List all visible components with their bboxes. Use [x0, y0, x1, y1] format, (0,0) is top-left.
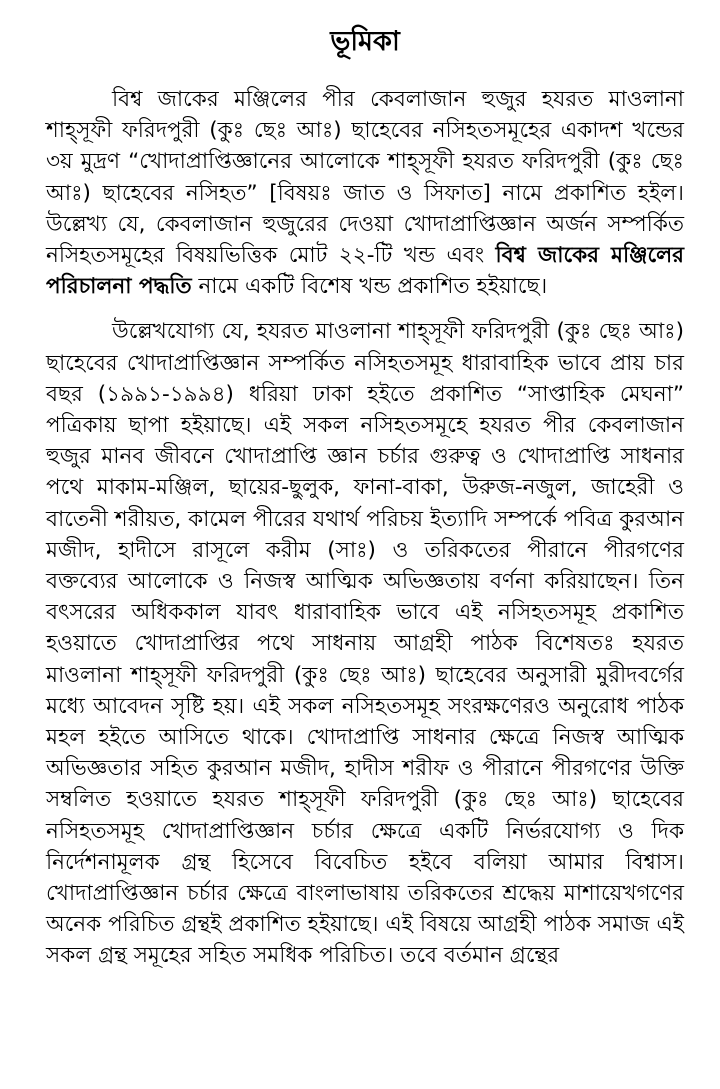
paragraph-1-text-a: বিশ্ব জাকের মঞ্জিলের পীর কেবলাজান হুজুর হযরত মাওলানা শাহ্সূফী ফরিদপুরী (কুঃ ছেঃ আঃ) ছাহেবের নসিহতসমূহের একাদশ খন্ডের ৩য় মুদ্রণ “খোদাপ্রাপ্তিজ্ঞানের আলোকে শাহ্সূফী হযরত ফরিদপুরী (কুঃ ছেঃ আঃ) ছাহেবের নসিহত” [বিষয়ঃ জাত ও সিফাত] নামে প্রকাশিত হইল। উল্লেখ্য যে, কেবলাজান হুজুরের দেওয়া খোদাপ্রাপ্তিজ্ঞান অর্জন সম্পর্কিত নসিহতসমূহের বিষয়ভিত্তিক মোট ২২-টি খন্ড এবং: [46, 87, 684, 269]
paragraph-2: [46, 316, 684, 971]
paragraph-1-text-b: নামে একটি বিশেষ খন্ড প্রকাশিত হইয়াছে।: [191, 274, 548, 300]
page-title: ভূমিকা: [330, 26, 400, 57]
paragraph-1: [46, 84, 684, 302]
paragraph-2-text: উল্লেখযোগ্য যে, হযরত মাওলানা শাহ্সূফী ফরিদপুরী (কুঃ ছেঃ আঃ) ছাহেবের খোদাপ্রাপ্তিজ্ঞান সম্পর্কিত নসিহতসমূহ ধারাবাহিক ভাবে প্রায় চার বছর (১৯৯১-১৯৯৪) ধরিয়া ঢাকা হইতে প্রকাশিত “সাপ্তাহিক মেঘনা” পত্রিকায় ছাপা হইয়াছে। এই সকল নসিহতসমূহে হযরত পীর কেবলাজান হুজুর মানব জীবনে খোদাপ্রাপ্তি জ্ঞান চর্চার গুরুত্ব ও খোদাপ্রাপ্তি সাধনার পথে মাকাম-মঞ্জিল, ছায়ের-ছুলুক, ফানা-বাকা, উরুজ-নজুল, জাহেরী ও বাতেনী শরীয়ত, কামেল পীরের যথার্থ পরিচয় ইত্যাদি সম্পর্কে পবিত্র কুরআন মজীদ, হাদীসে রাসূলে করীম (সাঃ) ও তরিকতের পীরানে পীরগণের বক্তব্যের আলোকে ও নিজস্ব আত্মিক অভিজ্ঞতায় বর্ণনা করিয়াছেন। তিন বৎসরের অধিককাল যাবৎ ধারাবাহিক ভাবে এই নসিহতসমূহ প্রকাশিত হওয়াতে খোদাপ্রাপ্তির পথে সাধনায় আগ্রহী পাঠক বিশেষতঃ হযরত মাওলানা শাহ্সূফী ফরিদপুরী (কুঃ ছেঃ আঃ) ছাহেবের অনুসারী মুরীদবর্গের মধ্যে আবেদন সৃষ্টি হয়। এই সকল নসিহতসমূহ সংরক্ষণেরও অনুরোধ পাঠক মহল হইতে আসিতে থাকে। খোদাপ্রাপ্তি সাধনার ক্ষেত্রে নিজস্ব আত্মিক অভিজ্ঞতার সহিত কুরআন মজীদ, হাদীস শরীফ ও পীরানে পীরগণের উক্তি সম্বলিত হওয়াতে হযরত শাহ্সূফী ফরিদপুরী (কুঃ ছেঃ আঃ) ছাহেবের নসিহতসমূহ খোদাপ্রাপ্তিজ্ঞান চর্চার ক্ষেত্রে একটি নির্ভরযোগ্য ও দিক নির্দেশনামূলক গ্রন্থ হিসেবে বিবেচিত হইবে বলিয়া আমার বিশ্বাস। খোদাপ্রাপ্তিজ্ঞান চর্চার ক্ষেত্রে বাংলাভাষায় তরিকতের শ্রদ্ধেয় মাশায়েখগণের অনেক পরিচিত গ্রন্থই প্রকাশিত হইয়াছে। এই বিষয়ে আগ্রহী পাঠক সমাজ এই সকল গ্রন্থ সমূহের সহিত সমধিক পরিচিত। তবে বর্তমান গ্রন্থের: [46, 319, 684, 969]
paragraph-1-bold-title: বিশ্ব জাকের মঞ্জিলের পরিচালনা পদ্ধতি: [46, 243, 684, 300]
